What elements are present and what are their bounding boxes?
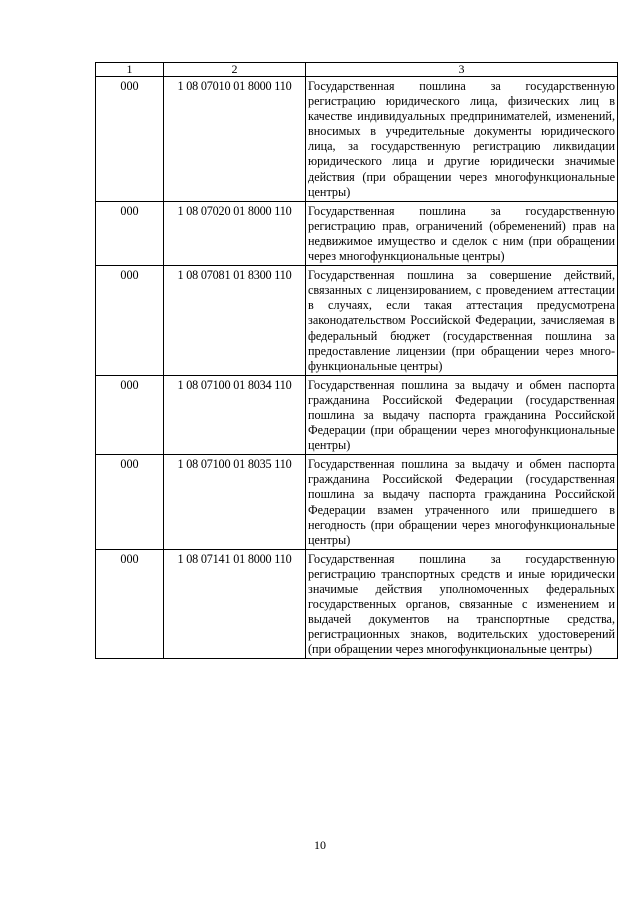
- description-cell: Государственная пошлина за совершение действий, связанных с лицензированием, с проведением аттестации в случаях, если такая аттестация предусмотрена законодательством Российской Федерации, зачисляемая в федеральный бюджет (государственная пошлина за предоставление лицензии (при обращении через многофункциональные центры): [306, 266, 618, 376]
- table-row: [96, 201, 618, 265]
- header-col-3: 3: [306, 63, 618, 77]
- admin-code-cell: 000: [96, 201, 164, 265]
- description-cell: Государственная пошлина за государственную регистрацию транспортных средств и иные юридически значимые действия уполномоченных федеральных государственных органов, связанные с изменением и выдачей документов на транспортные средства, регистрационных знаков, водительских удостоверений (при обращении через многофункциональные центры): [306, 549, 618, 659]
- table-header-row: [96, 63, 618, 77]
- budget-codes-table: [95, 62, 618, 659]
- description-cell: Государственная пошлина за выдачу и обмен паспорта гражданина Российской Федерации (государственная пошлина за выдачу паспорта гражданина Российской Федерации (при обращении через многофункциональные центры): [306, 375, 618, 454]
- admin-code-cell: 000: [96, 77, 164, 202]
- admin-code-cell: 000: [96, 549, 164, 659]
- admin-code-cell: 000: [96, 266, 164, 376]
- table-row: [96, 549, 618, 659]
- table-row: [96, 455, 618, 550]
- header-col-2: 2: [164, 63, 306, 77]
- admin-code-cell: 000: [96, 455, 164, 550]
- budget-code-cell: 1 08 07100 01 8034 110: [164, 375, 306, 454]
- budget-code-cell: 1 08 07141 01 8000 110: [164, 549, 306, 659]
- admin-code-cell: 000: [96, 375, 164, 454]
- budget-code-cell: 1 08 07010 01 8000 110: [164, 77, 306, 202]
- table-row: [96, 266, 618, 376]
- budget-code-cell: 1 08 07100 01 8035 110: [164, 455, 306, 550]
- budget-code-cell: 1 08 07020 01 8000 110: [164, 201, 306, 265]
- table-row: [96, 77, 618, 202]
- description-cell: Государственная пошлина за выдачу и обмен паспорта гражданина Российской Федерации (государственная пошлина за выдачу паспорта гражданина Российской Федерации взамен утраченного или пришедшего в негодность (при обращении через многофункциональные центры): [306, 455, 618, 550]
- header-col-1: 1: [96, 63, 164, 77]
- description-cell: Государственная пошлина за государственную регистрацию юридического лица, физических лиц в качестве индивидуальных предпринимателей, изменений, вносимых в учредительные документы юридического лица, за государственную регистрацию ликвидации юридического лица и другие юридически значимые действия (при обращении через многофункциональные центры): [306, 77, 618, 202]
- description-cell: Государственная пошлина за государственную регистрацию прав, ограничений (обременений) прав на недвижимое имущество и сделок с ним (при обращении через многофункциональные центры): [306, 201, 618, 265]
- page-number: 10: [314, 838, 326, 852]
- budget-code-cell: 1 08 07081 01 8300 110: [164, 266, 306, 376]
- table-row: [96, 375, 618, 454]
